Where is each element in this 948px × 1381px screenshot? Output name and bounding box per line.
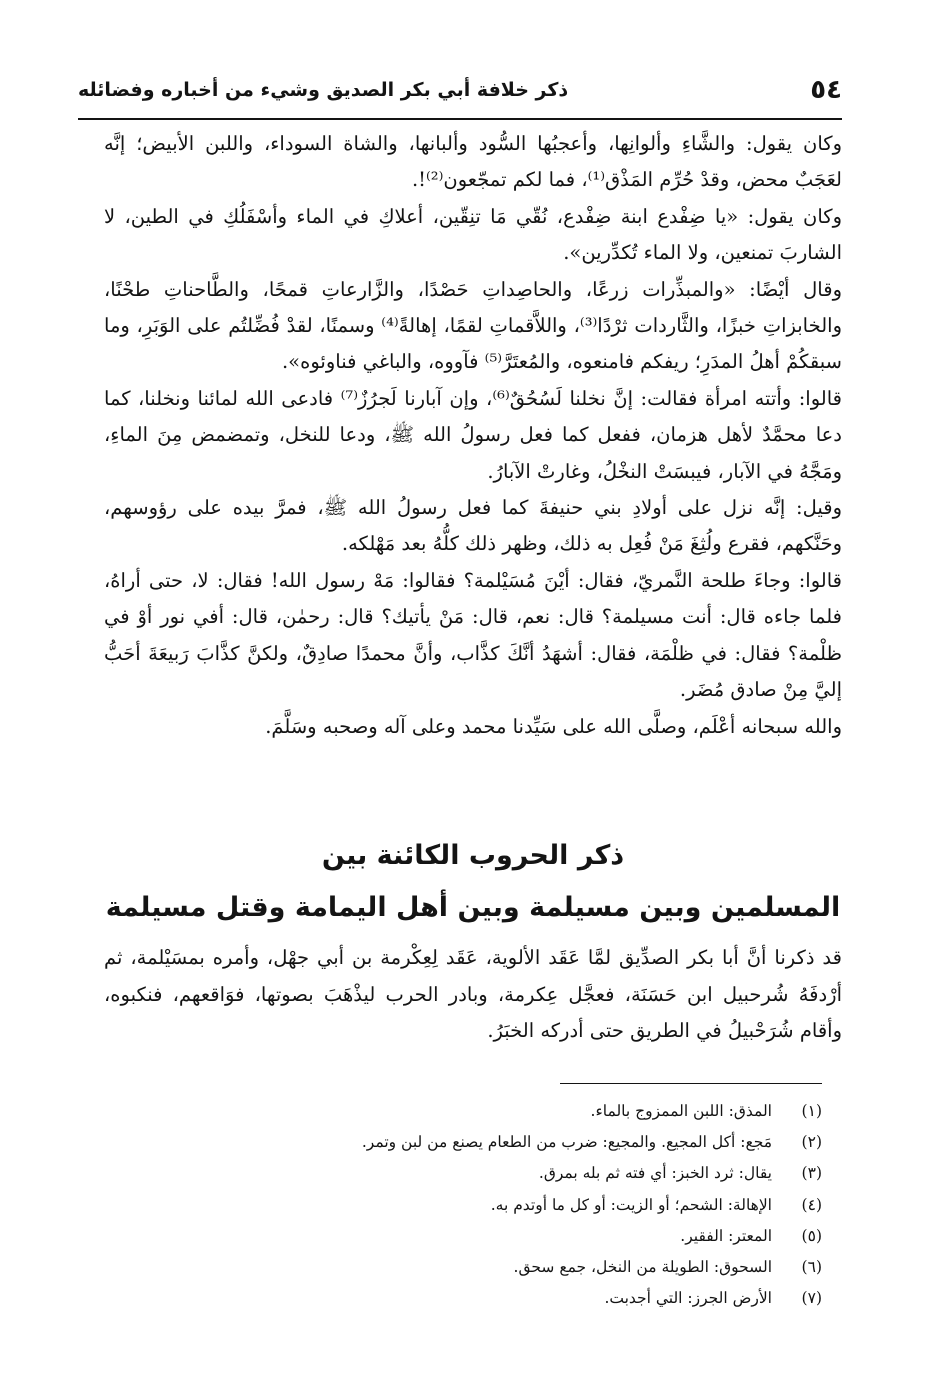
footnote — [104, 1252, 822, 1283]
footnote-text: الأرض الجرز: التي أجدبت. — [604, 1289, 772, 1308]
paragraph: وكان يقول: والشَّاءِ وألوانِها، وأعجبُها السُّود وألبانها، والشاة السوداء، واللبن الأبيض؛ إنَّه لعَجَبٌ محض، وقدْ حُرِّم المَذْق⁽¹⁾، فما لكم تمجّعون⁽²⁾!. — [104, 132, 842, 192]
page-number: ٥٤ — [810, 75, 842, 105]
closing-line: والله سبحانه أعْلَم، وصلَّى الله على سَيِّدنا محمد وعلى آله وصحبه وسَلَّمَ. — [265, 714, 842, 738]
footnote-number: (٥) — [801, 1226, 822, 1245]
footnote-number: (٣) — [801, 1164, 822, 1183]
footnote-number: (٦) — [801, 1258, 822, 1277]
footnote — [104, 1096, 822, 1127]
footnote — [104, 1283, 822, 1314]
paragraph: وقيل: إنَّه نزل على أولادِ بني حنيفةَ كما فعل رسولُ الله ﷺ، فمرَّ بيده على رؤوسهم، وحَنَّكهم، فقرع ولُثِغَ مَنْ فُعِل به ذلك، وظهر ذلك كلُّهُ بعد مَهْلكه. — [104, 496, 842, 556]
footnote-text: السحوق: الطويلة من النخل، جمع سحق. — [513, 1258, 772, 1277]
paragraph: قالوا: وأتته امرأة فقالت: إنَّ نخلنا لَسُحُقٌ⁽⁶⁾، وإن آبارنا لَجرُزٌ⁽⁷⁾ فادعى الله لمائنا ونخلنا، كما دعا محمَّدٌ لأهل هزمان، ففعل كما فعل رسولُ الله ﷺ، ودعا للنخل، وتمضمض مِنَ الماءِ، ومَجَّهُ في الآبار، فيبسَتْ النخْلُ، وغارتْ الآبارُ. — [104, 386, 842, 483]
section-paragraph: قد ذكرنا أنَّ أبا بكر الصدِّيق لمَّا عَقَد الألوية، عَقَد لِعِكْرمة بن أبي جهْل، وأمره بمسَيْلمة، ثم أرْدفَهُ شُرحبيل ابن حَسَنَة، فعجَّل عِكرمة، وبادر الحرب ليذْهَبَ بصوتها، فوَاقعهم، فنكبوه، وأقام شُرَحْبيلُ في الطريق حتى أدركه الخبَرُ. — [104, 946, 842, 1043]
footnote — [104, 1221, 822, 1252]
footnote-number: (٢) — [801, 1133, 822, 1152]
footnote-number: (٧) — [801, 1289, 822, 1308]
main-text — [104, 126, 842, 745]
footnote-number: (١) — [801, 1102, 822, 1120]
footnote — [104, 1190, 822, 1221]
page-header — [78, 62, 842, 120]
paragraph: وكان يقول: «يا ضِفْدع ابنة ضِفْدع، نُقّي مَا تنِقّين، أعلاكِ في الماء وأسْفَلُكِ في الطين، لا الشاربَ تمنعين، ولا الماء تُكدِّرين». — [104, 204, 842, 265]
section-text — [104, 940, 842, 1050]
section-heading-line-2: المسلمين وبين مسيلمة وبين أهل اليمامة وقتل مسيلمة — [105, 892, 841, 923]
footnote-text: المعتر: الفقير. — [680, 1226, 772, 1245]
section-heading — [104, 830, 842, 934]
section-heading-line-1: ذكر الحروب الكائنة بين — [321, 840, 625, 871]
running-title: ذكر خلافة أبي بكر الصديق وشيء من أخباره وفضائله — [78, 79, 569, 101]
footnote-text: يقال: ثرد الخبز: أي فته ثم بله بمرق. — [538, 1164, 772, 1183]
footnotes — [104, 1096, 822, 1314]
footnote — [104, 1127, 822, 1158]
paragraph: وقال أيْضًا: «والمبذِّرات زرعًا، والحاصِداتِ حَصْدًا، والزَّارعاتِ قمحًا، والطَّاحناتِ طحْنًا، والخابزاتِ خبزًا، والثَّاردات ثرْدًا⁽³⁾، واللاَّقماتِ لقمًا، إهالةً⁽⁴⁾ وسمنًا، لقدْ فُضِّلتُم على الوَبَرِ، وما سبقكُمْ أهلُ المدَرِ؛ ريفكم فامنعوه، والمُعتَرَّ⁽⁵⁾ فآووه، والباغي فناوئوه». — [104, 277, 842, 374]
footnote — [104, 1158, 822, 1189]
footnote-text: الإهالة: الشحم؛ أو الزيت: أو كل ما أوتدم به. — [490, 1195, 772, 1214]
footnote-separator — [560, 1083, 822, 1084]
footnote-number: (٤) — [801, 1195, 822, 1214]
paragraph: قالوا: وجاءَ طلحة النَّمريّ، فقال: أيْنَ مُسَيْلمة؟ فقالوا: مَهْ رسول الله! فقال: لا، حتى أراهُ، فلما جاءه قال: أنت مسيلمة؟ قال: نعم، قال: مَنْ يأتيك؟ قال: رحمٰن، قال: أفي نور أوْ في ظلْمة؟ فقال: في ظلْمَة، فقال: أشهَدُ أنَّكَ كذَّاب، وأنَّ محمدًا صادِقٌ، ولكنَّ كذَّابَ رَبيعَةَ أحَبُّ إليَّ مِنْ صادق مُضَر. — [104, 568, 842, 702]
footnote-text: مَجع: أكل المجيع. والمجيع: ضرب من الطعام يصنع من لبن وتمر. — [361, 1133, 772, 1152]
footnote-text: المذق: اللبن الممزوج بالماء. — [590, 1102, 772, 1120]
